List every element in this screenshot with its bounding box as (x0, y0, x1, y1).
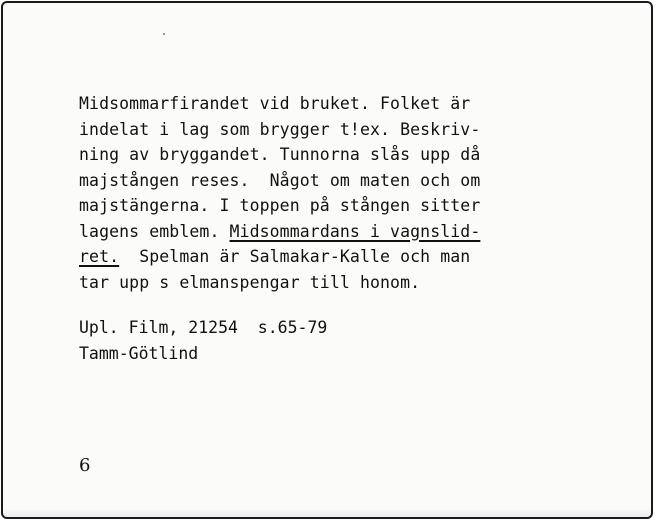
description-line: tar upp s elmanspengar till honom. (79, 272, 421, 292)
description-line (79, 244, 609, 270)
description-line: indelat i lag som brygger t!ex. Beskriv- (79, 119, 481, 139)
description-line-rest: Spelman är Salmakar-Kalle och man (119, 247, 471, 266)
description-text (79, 91, 609, 295)
page-number: 6 (79, 455, 91, 476)
card-edge-shadow (3, 509, 651, 517)
description-line: majstängerna. I toppen på stången sitter (79, 196, 481, 215)
underlined-title-part1: Midsommardans i vagnslid- (229, 221, 481, 241)
description-line: ning av bryggandet. Tunnorna slås upp då (79, 145, 481, 164)
underlined-title-part2: ret. (79, 247, 120, 266)
description-line: majstången reses. Något om maten och om (79, 170, 481, 190)
reference-block (79, 315, 327, 366)
author-reference: Tamm-Götlind (79, 343, 199, 363)
archive-card (1, 1, 653, 519)
description-line (79, 219, 609, 245)
description-line: Midsommarfirandet vid bruket. Folket är (79, 94, 471, 113)
film-reference: Upl. Film, 21254 s.65-79 (79, 318, 328, 337)
speck-mark (163, 33, 165, 35)
description-line-prefix: lagens emblem. (79, 221, 230, 241)
